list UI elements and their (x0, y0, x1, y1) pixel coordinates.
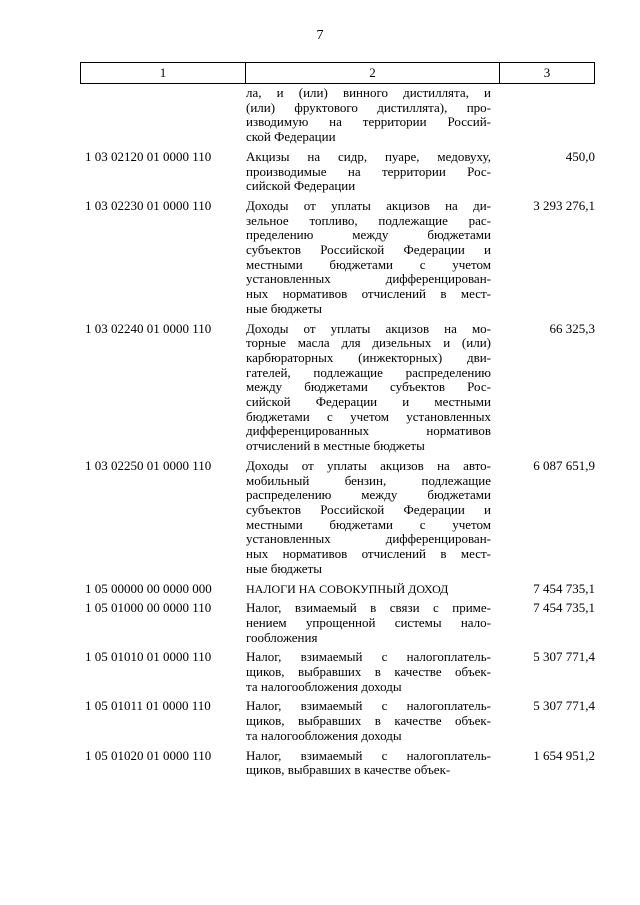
amount-value: 450,0 (565, 148, 595, 164)
income-name (246, 699, 491, 743)
amount-value (491, 86, 595, 145)
income-name-line: изводимую на территории Россий- (246, 114, 491, 130)
table-row (80, 86, 595, 145)
amount-value: 66 325,3 (549, 320, 595, 336)
budget-code: 1 03 02240 01 0000 110 (85, 320, 212, 336)
table-row (80, 459, 595, 577)
column-header-2: 2 (246, 63, 500, 83)
income-name (246, 86, 491, 145)
income-name (246, 601, 491, 645)
amount-value: 3 293 276,1 (533, 197, 595, 213)
income-name-line: Налог, взимаемый в связи с приме- (246, 600, 491, 616)
income-name-line: гателей, подлежащие распределению (246, 364, 491, 380)
income-name-line: пределению между бюджетами (246, 227, 491, 243)
income-name-line: между бюджетами субъектов Рос- (246, 379, 491, 395)
amount-value: 5 307 771,4 (533, 698, 595, 714)
income-name-line: та налогообложения доходы (246, 678, 402, 694)
table-row (80, 601, 595, 645)
income-name-line: мобильный бензин, подлежащие (246, 472, 491, 488)
income-name-line: бюджетами с учетом установленных (246, 408, 491, 424)
income-name-line: Налог, взимаемый с налогоплатель- (246, 747, 491, 763)
income-name (246, 199, 491, 317)
column-header-1: 1 (81, 63, 246, 83)
income-name-line: та налогообложения доходы (246, 727, 402, 743)
income-name-line: ской Федерации (246, 129, 336, 145)
table-row (80, 150, 595, 194)
income-name-line: карбюраторных (инжекторных) дви- (246, 349, 491, 365)
income-name-line: Налог, взимаемый с налогоплатель- (246, 649, 491, 665)
income-name-line: местными бюджетами с учетом (246, 256, 491, 272)
income-name (246, 582, 491, 597)
income-name-line: сийской Федерации и местными (246, 394, 491, 410)
budget-code: 1 05 01011 01 0000 110 (85, 698, 211, 714)
income-name-line: Налог, взимаемый с налогоплатель- (246, 698, 491, 714)
income-name-line: Доходы от уплаты акцизов на мо- (246, 320, 491, 336)
table-row (80, 582, 595, 597)
budget-code: 1 05 00000 00 0000 000 (85, 580, 212, 596)
amount-value: 5 307 771,4 (533, 649, 595, 665)
amount-value: 1 654 951,2 (533, 747, 595, 763)
income-name-line: Доходы от уплаты акцизов на ди- (246, 197, 491, 213)
income-name-line: ные бюджеты (246, 560, 322, 576)
budget-code: 1 03 02230 01 0000 110 (85, 197, 212, 213)
budget-code: 1 05 01000 00 0000 110 (85, 600, 212, 616)
income-name-line: местными бюджетами с учетом (246, 516, 491, 532)
income-name-line: щиков, выбравших в качестве объек- (246, 664, 491, 680)
income-name (246, 650, 491, 694)
income-name-line: ных нормативов отчислений в мест- (246, 546, 491, 562)
income-name-line: нением упрощенной системы нало- (246, 614, 491, 630)
budget-code: 1 03 02250 01 0000 110 (85, 457, 212, 473)
table-row (80, 699, 595, 743)
table-row (80, 199, 595, 317)
income-name-line: зельное топливо, подлежащие рас- (246, 212, 491, 228)
amount-value: 7 454 735,1 (533, 580, 595, 596)
income-name-line: распределению между бюджетами (246, 487, 491, 503)
table-header (80, 62, 595, 84)
income-name-line: ные бюджеты (246, 300, 322, 316)
budget-code: 1 03 02120 01 0000 110 (85, 148, 212, 164)
income-name-line: производимые на территории Рос- (246, 163, 491, 179)
income-name-line: торные масла для дизельных и (или) (246, 335, 491, 351)
table-body (80, 86, 595, 783)
income-name-line: Акцизы на сидр, пуаре, медовуху, (246, 148, 491, 164)
income-name-line: щиков, выбравших в качестве объек- (246, 713, 491, 729)
income-name-line: (или) фруктового дистиллята), про- (246, 99, 491, 115)
income-name-line: дифференцированных нормативов (246, 423, 491, 439)
income-name-line: гообложения (246, 629, 318, 645)
income-name-line: ла, и (или) винного дистиллята, и (246, 85, 491, 100)
income-name-line: НАЛОГИ НА СОВОКУПНЫЙ ДОХОД (246, 581, 449, 596)
income-name-line: отчислений в местные бюджеты (246, 438, 425, 454)
income-name-line: установленных дифференцирован- (246, 271, 491, 287)
income-name-line: щиков, выбравших в качестве объек- (246, 762, 451, 778)
income-name-line: субъектов Российской Федерации и (246, 501, 491, 517)
amount-value: 7 454 735,1 (533, 600, 595, 616)
income-name (246, 150, 491, 194)
income-name (246, 749, 491, 778)
income-name-line: субъектов Российской Федерации и (246, 242, 491, 258)
page-number: 7 (316, 28, 324, 43)
table-row (80, 650, 595, 694)
income-name-line: сийской Федерации (246, 178, 356, 194)
table-row (80, 749, 595, 778)
table-row (80, 322, 595, 454)
budget-code: 1 05 01020 01 0000 110 (85, 747, 212, 763)
column-header-3: 3 (543, 65, 551, 80)
income-name-line: ных нормативов отчислений в мест- (246, 286, 491, 302)
income-name-line: Доходы от уплаты акцизов на авто- (246, 457, 491, 473)
income-name-line: установленных дифференцирован- (246, 531, 491, 547)
budget-code: 1 05 01010 01 0000 110 (85, 649, 212, 665)
amount-value: 6 087 651,9 (533, 457, 595, 473)
budget-code (80, 86, 246, 145)
income-name (246, 322, 491, 454)
income-name (246, 459, 491, 577)
